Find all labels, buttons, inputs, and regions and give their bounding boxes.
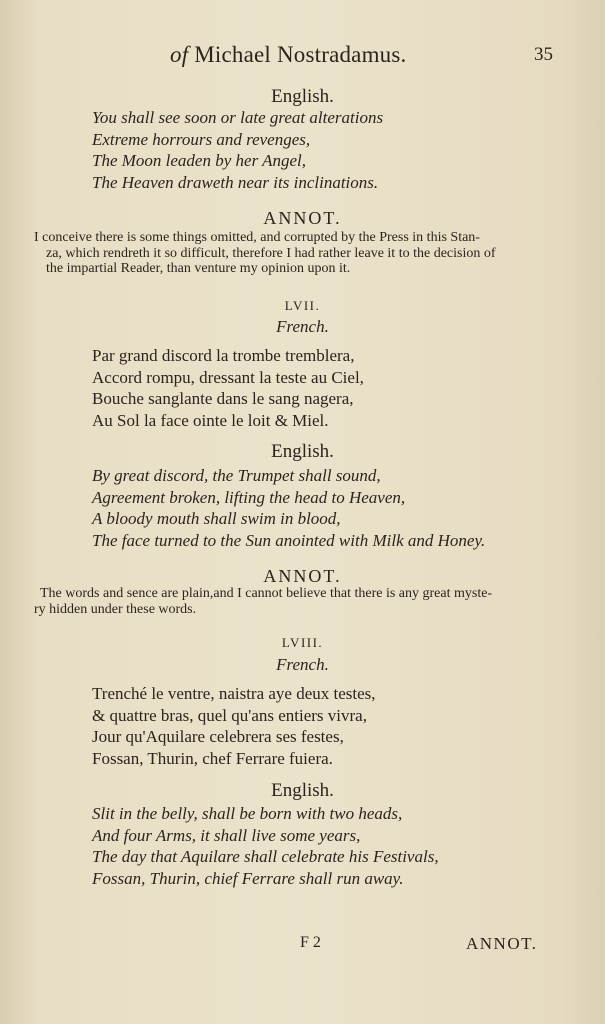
annotation-line: za, which rendreth it so difficult, therefore I had rather leave it to the decision of	[46, 245, 496, 261]
verse-line: By great discord, the Trumpet shall sound,	[92, 466, 381, 485]
verse-line: Agreement broken, lifting the head to Heaven,	[92, 487, 406, 507]
stanza-number-lviii: LVIII.	[281, 635, 324, 650]
verse-line: & quattre bras, quel qu'ans entiers vivra,	[92, 705, 367, 725]
verse-line: Trenché le ventre, naistra aye deux testes,	[92, 684, 376, 703]
verse-line: The day that Aquilare shall celebrate his Festivals,	[92, 847, 439, 866]
page-number: 35	[534, 44, 553, 65]
annot-heading-1: ANNOT.	[263, 208, 342, 228]
verse-line: Slit in the belly, shall be born with two heads,	[92, 804, 403, 823]
english-verse-3	[92, 804, 439, 890]
verse-line: Accord rompu, dressant la teste au Ciel,	[92, 367, 364, 387]
page-footer	[0, 934, 605, 964]
annotation-line: I conceive there is some things omitted, and corrupted by the Press in this Stan-	[34, 230, 480, 245]
annotation-line: the impartial Reader, than venture my opinion upon it.	[46, 261, 351, 276]
annot-heading-2: ANNOT.	[263, 566, 342, 586]
signature-mark: F 2	[300, 934, 321, 951]
verse-line: And four Arms, it shall live some years,	[92, 825, 361, 845]
stanza-number-lvii: LVII.	[284, 298, 321, 313]
catchword: ANNOT.	[466, 934, 538, 953]
french-heading-1: French.	[276, 317, 329, 336]
english-heading-2: English.	[271, 441, 334, 462]
verse-line: Au Sol la face ointe le loit & Miel.	[92, 410, 329, 430]
verse-line: You shall see soon or late great alterations	[92, 108, 384, 127]
verse-line: Par grand discord la trombe tremblera,	[92, 346, 355, 365]
annotation-1	[34, 230, 574, 277]
running-title-prefix: of	[170, 42, 189, 67]
verse-line: The face turned to the Sun anointed with Milk and Honey.	[92, 530, 486, 550]
running-title-main: Michael Nostradamus.	[194, 42, 407, 67]
page-header	[0, 42, 605, 72]
english-heading-3: English.	[271, 780, 334, 801]
verse-line: Fossan, Thurin, chief Ferrare shall run away.	[92, 868, 404, 888]
verse-line: Fossan, Thurin, chef Ferrare fuiera.	[92, 748, 333, 768]
verse-line: The Moon leaden by her Angel,	[92, 151, 307, 170]
verse-line: A bloody mouth shall swim in blood,	[92, 509, 341, 528]
annotation-line: The words and sence are plain,and I cannot believe that there is any great myste-	[40, 586, 493, 601]
annotation-2	[34, 586, 574, 617]
french-verse-1	[92, 346, 364, 432]
english-verse-2	[92, 466, 485, 552]
verse-line: Extreme horrours and revenges,	[92, 129, 311, 149]
french-heading-2: French.	[276, 655, 329, 674]
french-verse-2	[92, 684, 376, 770]
verse-line: Jour qu'Aquilare celebrera ses festes,	[92, 727, 344, 746]
english-heading-1: English.	[271, 86, 334, 107]
running-title	[170, 42, 406, 68]
english-verse-1	[92, 108, 383, 194]
verse-line: Bouche sanglante dans le sang nagera,	[92, 389, 354, 408]
verse-line: The Heaven draweth near its inclinations.	[92, 172, 379, 192]
annotation-line: ry hidden under these words.	[34, 601, 197, 617]
